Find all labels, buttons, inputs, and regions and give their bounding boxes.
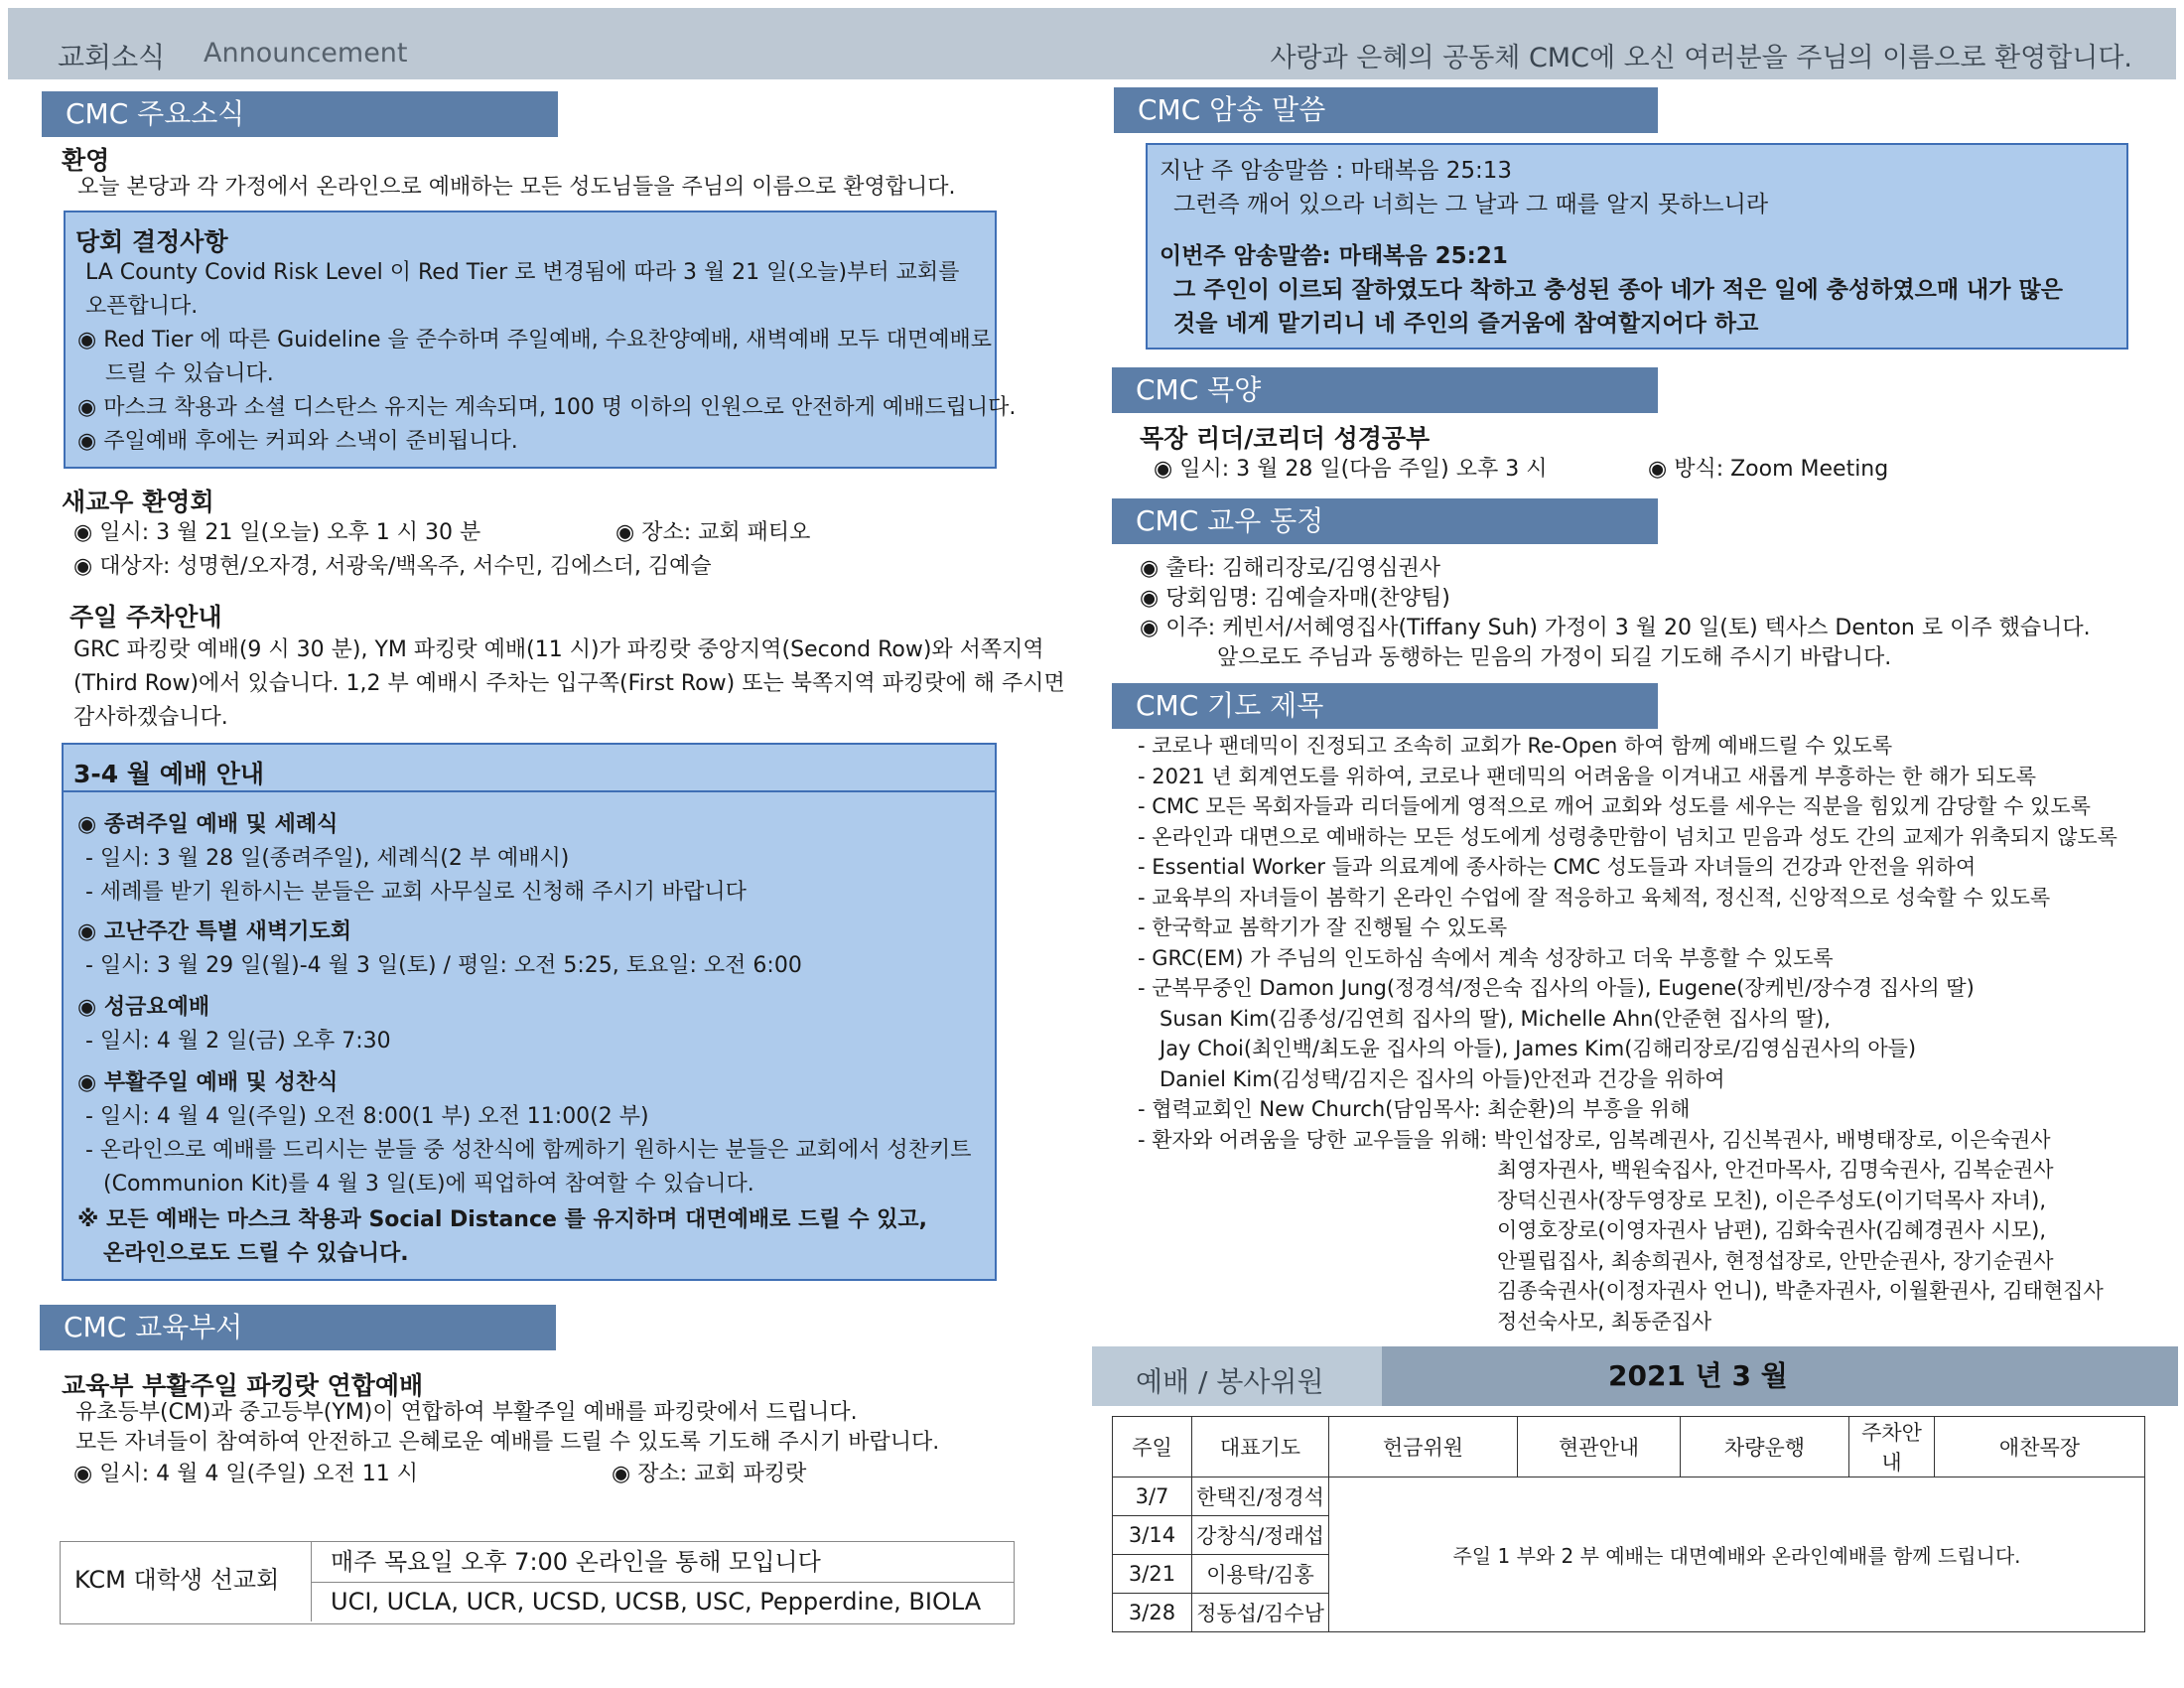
table-cell: 이용탁/김홍 xyxy=(1192,1555,1329,1594)
worship-item-text: - 일시: 4 월 2 일(금) 오후 7:30 xyxy=(85,1029,391,1054)
table-cell: 정동섭/김수남 xyxy=(1192,1594,1329,1632)
section-title-memory: CMC 암송 말씀 xyxy=(1114,87,1658,133)
worship-item-heading: ◉ 종려주일 예배 및 세례식 xyxy=(77,812,339,837)
memory-last-text: 그런즉 깨어 있으라 너희는 그 날과 그 때를 알지 못하느니라 xyxy=(1173,192,1769,217)
divider xyxy=(311,1582,1014,1583)
decision-heading: 당회 결정사항 xyxy=(75,227,228,256)
divider xyxy=(64,790,995,792)
header-section: 교회소식 xyxy=(58,41,166,73)
table-cell: 3/7 xyxy=(1113,1477,1192,1516)
table-cell: 3/21 xyxy=(1113,1555,1192,1594)
members-line: ◉ 이주: 케빈서/서혜영집사(Tiffany Suh) 가정이 3 월 20 일(토) 텍사스 Denton 로 이주 했습니다. xyxy=(1140,616,2091,640)
decision-bullet: ◉ 마스크 착용과 소셜 디스탄스 유지는 계속되며, 100 명 이하의 인원으로 안전하게 예배드립니다. xyxy=(77,395,1017,420)
decision-box xyxy=(64,211,1017,469)
newmember-heading: 새교우 환영회 xyxy=(62,488,214,516)
prayer-list xyxy=(1138,731,2117,1336)
section-title-shepherd: CMC 목양 xyxy=(1112,367,1658,413)
newmember-date: ◉ 일시: 3 월 21 일(오늘) 오후 1 시 30 분 xyxy=(73,520,481,545)
members-line: ◉ 출타: 김해리장로/김영심권사 xyxy=(1140,556,1441,581)
prayer-item: - 2021 년 회계연도를 위하여, 코로나 팬데믹의 어려움을 이겨내고 새롭게 부흥하는 한 해가 되도록 xyxy=(1138,764,2037,788)
shepherd-heading: 목장 리더/코리더 성경공부 xyxy=(1140,424,1431,453)
prayer-item: - 온라인과 대면으로 예배하는 모든 성도에게 성령충만함이 넘치고 믿음과 성도 간의 교제가 위축되지 않도록 xyxy=(1138,824,2117,849)
edu-text: 유초등부(CM)과 중고등부(YM)이 연합하여 부활주일 예배를 파킹랏에서 드립니다. xyxy=(75,1400,858,1425)
prayer-item: - Essential Worker 들과 의료계에 종사하는 CMC 성도들과 자녀들의 건강과 안전을 위하여 xyxy=(1138,855,1977,879)
edu-heading: 교육부 부활주일 파킹랏 연합예배 xyxy=(62,1371,424,1400)
parking-heading: 주일 주차안내 xyxy=(69,603,222,632)
edu-text: 모든 자녀들이 참여하여 안전하고 은혜로운 예배를 드릴 수 있도록 기도해 주시기 바랍니다. xyxy=(75,1430,940,1455)
section-title-edu: CMC 교육부서 xyxy=(40,1305,556,1350)
section-title-news: CMC 주요소식 xyxy=(42,91,558,137)
table-cell: 강창식/정래섭 xyxy=(1192,1516,1329,1555)
decision-bullet: ◉ 주일예배 후에는 커피와 스낵이 준비됩니다. xyxy=(77,429,518,454)
prayer-item: Jay Choi(최인백/최도윤 집사의 아들), James Kim(김해리장로/김영심권사의 아들) xyxy=(1160,1037,1917,1060)
decision-bullet: ◉ Red Tier 에 따른 Guideline 을 준수하며 주일예배, 수요찬양예배, 새벽예배 모두 대면예배로 xyxy=(77,328,992,352)
edu-place: ◉ 장소: 교회 파킹랏 xyxy=(612,1462,807,1486)
table-header: 현관안내 xyxy=(1518,1417,1681,1477)
members-line: ◉ 당회임명: 김예슬자매(찬양팀) xyxy=(1140,586,1450,611)
memory-last-heading: 지난 주 암송말씀 : 마태복음 25:13 xyxy=(1160,158,1512,184)
memory-this-text: 것을 네게 맡기리니 네 주인의 즐거움에 참여할지어다 하고 xyxy=(1173,311,1759,337)
prayer-item: 장덕신권사(장두영장로 모친), 이은주성도(이기덕목사 자녀), xyxy=(1497,1188,2047,1212)
newmember-who: ◉ 대상자: 성명현/오자경, 서광욱/백옥주, 서수민, 김에스더, 김예슬 xyxy=(73,554,712,579)
prayer-item: - CMC 모든 목회자들과 리더들에게 영적으로 깨어 교회와 성도를 세우는 직분을 힘있게 감당할 수 있도록 xyxy=(1138,794,2091,818)
worship-note: ※ 모든 예배는 마스크 착용과 Social Distance 를 유지하며 대면예배로 드릴 수 있고, xyxy=(77,1207,928,1232)
parking-text: GRC 파킹랏 예배(9 시 30 분), YM 파킹랏 예배(11 시)가 파킹랏 중앙지역(Second Row)와 서쪽지역 xyxy=(73,637,1044,662)
prayer-item: 최영자권사, 백원숙집사, 안건마목사, 김명숙권사, 김복순권사 xyxy=(1497,1158,2054,1182)
welcome-heading: 환영 xyxy=(62,146,110,175)
parking-text: 감사하겠습니다. xyxy=(73,705,228,730)
edu-date: ◉ 일시: 4 월 4 일(주일) 오전 11 시 xyxy=(73,1462,418,1486)
prayer-item: - 코로나 팬데믹이 진정되고 조속히 교회가 Re-Open 하여 함께 예배드릴 수 있도록 xyxy=(1138,734,1893,758)
worship-heading: 3-4 월 예배 안내 xyxy=(73,760,265,788)
kcm-line: UCI, UCLA, UCR, UCSD, UCSB, USC, Pepperdine, BIOLA xyxy=(331,1588,982,1616)
kcm-box xyxy=(60,1541,1015,1624)
prayer-item: Susan Kim(김종성/김연희 집사의 딸), Michelle Ahn(안준현 집사의 딸), xyxy=(1160,1006,1831,1031)
shepherd-method: ◉ 방식: Zoom Meeting xyxy=(1648,457,1889,482)
header-section-en: Announcement xyxy=(204,38,408,69)
service-table xyxy=(1112,1416,2145,1632)
welcome-text: 오늘 본당과 각 가정에서 온라인으로 예배하는 모든 성도님들을 주님의 이름으로 환영합니다. xyxy=(77,175,956,200)
table-header: 주차안내 xyxy=(1849,1417,1935,1477)
kcm-line: 매주 목요일 오후 7:00 온라인을 통해 모입니다 xyxy=(331,1548,821,1576)
table-cell: 한택진/정경석 xyxy=(1192,1477,1329,1516)
prayer-item: Daniel Kim(김성택/김지은 집사의 아들)안전과 건강을 위하여 xyxy=(1160,1066,1725,1091)
table-cell: 3/28 xyxy=(1113,1594,1192,1632)
decision-bullet-cont: 드릴 수 있습니다. xyxy=(105,361,274,386)
memory-this-heading: 이번주 암송말씀: 마태복음 25:21 xyxy=(1160,243,1508,269)
newmember-place: ◉ 장소: 교회 패티오 xyxy=(615,520,811,545)
service-title: 예배 / 봉사위원 xyxy=(1136,1365,1324,1398)
prayer-item: 김종숙권사(이정자권사 언니), 박춘자권사, 이월환권사, 김태현집사 xyxy=(1497,1279,2104,1303)
worship-item-text: - 일시: 3 월 29 일(월)-4 월 3 일(토) / 평일: 오전 5:25, 토요일: 오전 6:00 xyxy=(85,953,802,978)
section-title-members: CMC 교우 동정 xyxy=(1112,498,1658,544)
table-cell: 3/14 xyxy=(1113,1516,1192,1555)
worship-item-heading: ◉ 고난주간 특별 새벽기도회 xyxy=(77,919,351,944)
prayer-item: 안필립집사, 최송희권사, 현정섭장로, 안만순권사, 장기순권사 xyxy=(1497,1248,2054,1273)
table-header: 애찬목장 xyxy=(1935,1417,2145,1477)
decision-line: LA County Covid Risk Level 이 Red Tier 로 변경됨에 따라 3 월 21 일(오늘)부터 교회를 xyxy=(85,260,960,285)
prayer-item: - 한국학교 봄학기가 잘 진행될 수 있도록 xyxy=(1138,915,1508,939)
memory-this-text: 그 주인이 이르되 잘하였도다 착하고 충성된 종아 네가 적은 일에 충성하였으매 내가 많은 xyxy=(1173,277,2063,303)
prayer-item: - 환자와 어려움을 당한 교우들을 위해: 박인섭장로, 임복례권사, 김신복권사, 배병태장로, 이은숙권사 xyxy=(1138,1127,2051,1152)
worship-item-text: - 일시: 4 월 4 일(주일) 오전 8:00(1 부) 오전 11:00(2 부) xyxy=(85,1104,649,1129)
table-header: 차량운행 xyxy=(1681,1417,1849,1477)
worship-item-heading: ◉ 성금요예배 xyxy=(77,995,210,1020)
table-header: 헌금위원 xyxy=(1329,1417,1518,1477)
worship-item-text: - 일시: 3 월 28 일(종려주일), 세례식(2 부 예배시) xyxy=(85,846,570,871)
worship-box xyxy=(62,743,997,1281)
prayer-item: - 협력교회인 New Church(담임목사: 최순환)의 부흥을 위해 xyxy=(1138,1097,1691,1121)
table-header: 주일 xyxy=(1113,1417,1192,1477)
members-line: 앞으로도 주님과 동행하는 믿음의 가정이 되길 기도해 주시기 바랍니다. xyxy=(1217,645,1892,670)
parking-text: (Third Row)에서 있습니다. 1,2 부 예배시 주차는 입구쪽(First Row) 또는 북쪽지역 파킹랏에 해 주시면 xyxy=(73,671,1065,696)
memory-box xyxy=(1146,143,2128,350)
worship-item-text: - 세례를 받기 원하시는 분들은 교회 사무실로 신청해 주시기 바랍니다 xyxy=(85,880,747,905)
table-header-row xyxy=(1113,1417,2145,1477)
table-merged-note: 주일 1 부와 2 부 예배는 대면예배와 온라인예배를 함께 드립니다. xyxy=(1329,1477,2145,1632)
header-welcome: 사랑과 은혜의 공동체 CMC에 오신 여러분을 주님의 이름으로 환영합니다. xyxy=(1270,43,2132,73)
decision-line: 오픈합니다. xyxy=(85,294,199,319)
table-row xyxy=(1113,1477,2145,1516)
prayer-item: 정선숙사모, 최동준집사 xyxy=(1497,1309,1712,1334)
table-header: 대표기도 xyxy=(1192,1417,1329,1477)
shepherd-date: ◉ 일시: 3 월 28 일(다음 주일) 오후 3 시 xyxy=(1154,457,1548,482)
prayer-item: - 군복무중인 Damon Jung(정경석/정은숙 집사의 아들), Eugene(장케빈/장수경 집사의 딸) xyxy=(1138,976,1975,1000)
worship-item-heading: ◉ 부활주일 예배 및 성찬식 xyxy=(77,1070,339,1095)
kcm-label: KCM 대학생 선교회 xyxy=(74,1566,280,1594)
prayer-item: - GRC(EM) 가 주님의 인도하심 속에서 계속 성장하고 더욱 부흥할 수 있도록 xyxy=(1138,945,1834,970)
prayer-item: 이영호장로(이영자권사 남편), 김화숙권사(김혜경권사 시모), xyxy=(1497,1218,2047,1242)
worship-item-text: (Communion Kit)를 4 월 3 일(토)에 픽업하여 참여할 수 있습니다. xyxy=(103,1172,754,1196)
prayer-item: - 교육부의 자녀들이 봄학기 온라인 수업에 잘 적응하고 육체적, 정신적, 신앙적으로 성숙할 수 있도록 xyxy=(1138,885,2051,910)
worship-note: 온라인으로도 드릴 수 있습니다. xyxy=(103,1241,409,1266)
service-month: 2021 년 3 월 xyxy=(1608,1359,1788,1392)
worship-item-text: - 온라인으로 예배를 드리시는 분들 중 성찬식에 함께하기 원하시는 분들은 교회에서 성찬키트 xyxy=(85,1138,972,1163)
section-title-prayer: CMC 기도 제목 xyxy=(1112,683,1658,729)
